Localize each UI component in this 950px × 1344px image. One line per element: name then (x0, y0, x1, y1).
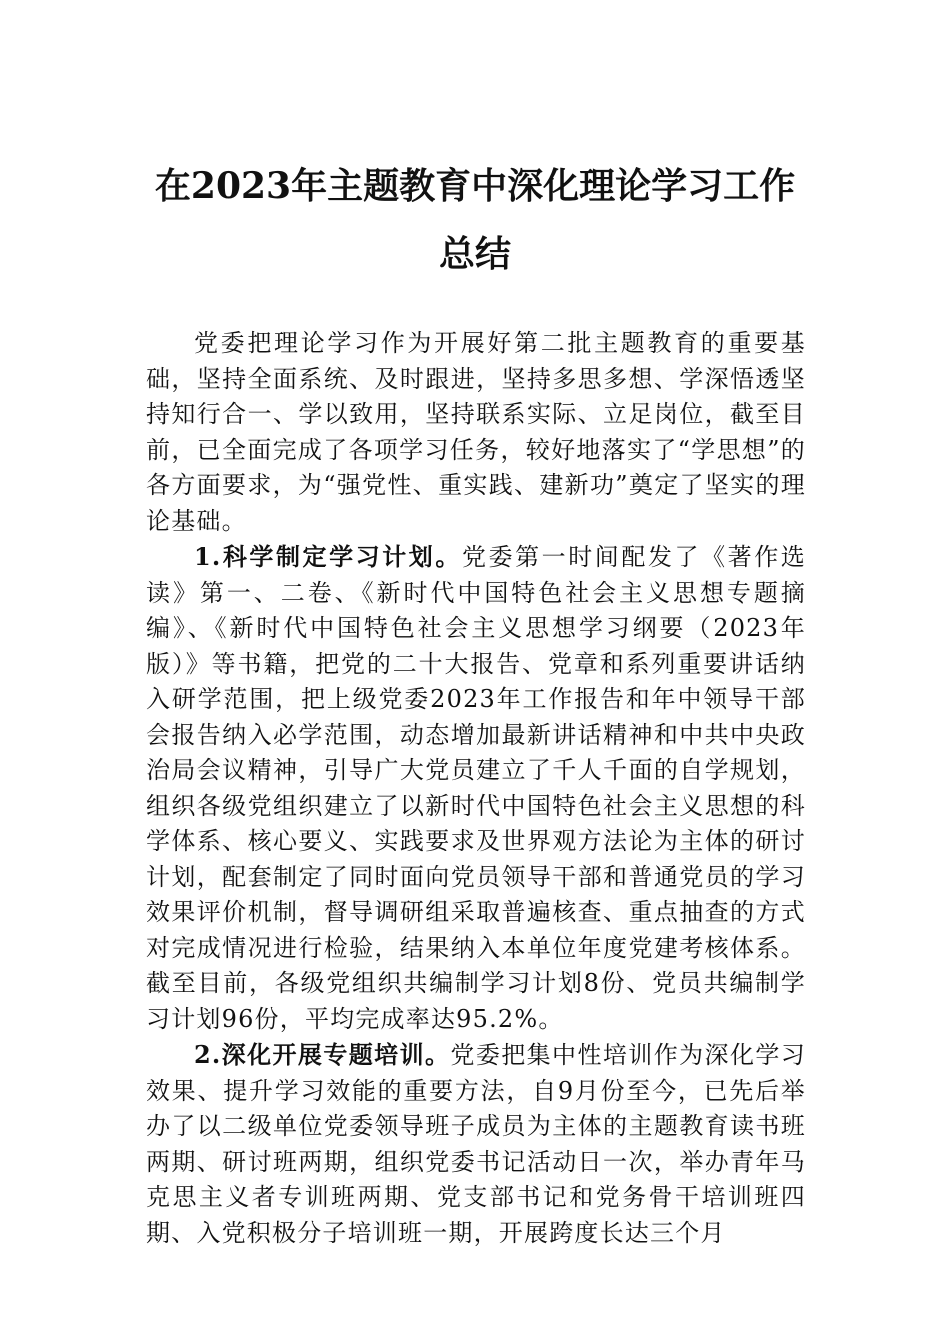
paragraph-text: 党委把理论学习作为开展好第二批主题教育的重要基础，坚持全面系统、及时跟进，坚持多思多想、学深悟透坚持知行合一、学以致用，坚持联系实际、立足岗位，截至目前，已全面完成了各项学习任务，较好地落实了“学思想”的各方面要求，为“强党性、重实践、建新功”奠定了坚实的理论基础。 (146, 329, 806, 535)
paragraph-study-plan (146, 539, 806, 1037)
paragraph-intro (146, 325, 806, 539)
paragraph-training (146, 1037, 806, 1251)
paragraph-lead: 2.深化开展专题培训。 (194, 1040, 451, 1069)
document-title: 在2023年主题教育中深化理论学习工作总结 (154, 165, 796, 275)
paragraph-text: 党委把集中性培训作为深化学习效果、提升学习效能的重要方法，自9月份至今，已先后举办了以二级单位党委领导班子成员为主体的主题教育读书班两期、研讨班两期，组织党委书记活动日一次，举办青年马克思主义者专训班两期、党支部书记和党务骨干培训班四期、入党积极分子培训班一期，开展跨度长达三个月 (146, 1041, 806, 1247)
paragraph-text: 党委第一时间配发了《著作选读》第一、二卷、《新时代中国特色社会主义思想专题摘编》、《新时代中国特色社会主义思想学习纲要（2023年版）》等书籍，把党的二十大报告、党章和系列重要讲话纳入研学范围，把上级党委2023年工作报告和年中领导干部会报告纳入必学范围，动态增加最新讲话精神和中共中央政治局会议精神，引导广大党员建立了千人千面的自学规划，组织各级党组织建立了以新时代中国特色社会主义思想的科学体系、核心要义、实践要求及世界观方法论为主体的研讨计划，配套制定了同时面向党员领导干部和普通党员的学习效果评价机制，督导调研组采取普遍核查、重点抽查的方式对完成情况进行检验，结果纳入本单位年度党建考核体系。截至目前，各级党组织共编制学习计划8份、党员共编制学习计划96份，平均完成率达95.2%。 (146, 543, 806, 1033)
document-body (146, 325, 806, 1251)
paragraph-lead: 1.科学制定学习计划。 (194, 542, 462, 571)
